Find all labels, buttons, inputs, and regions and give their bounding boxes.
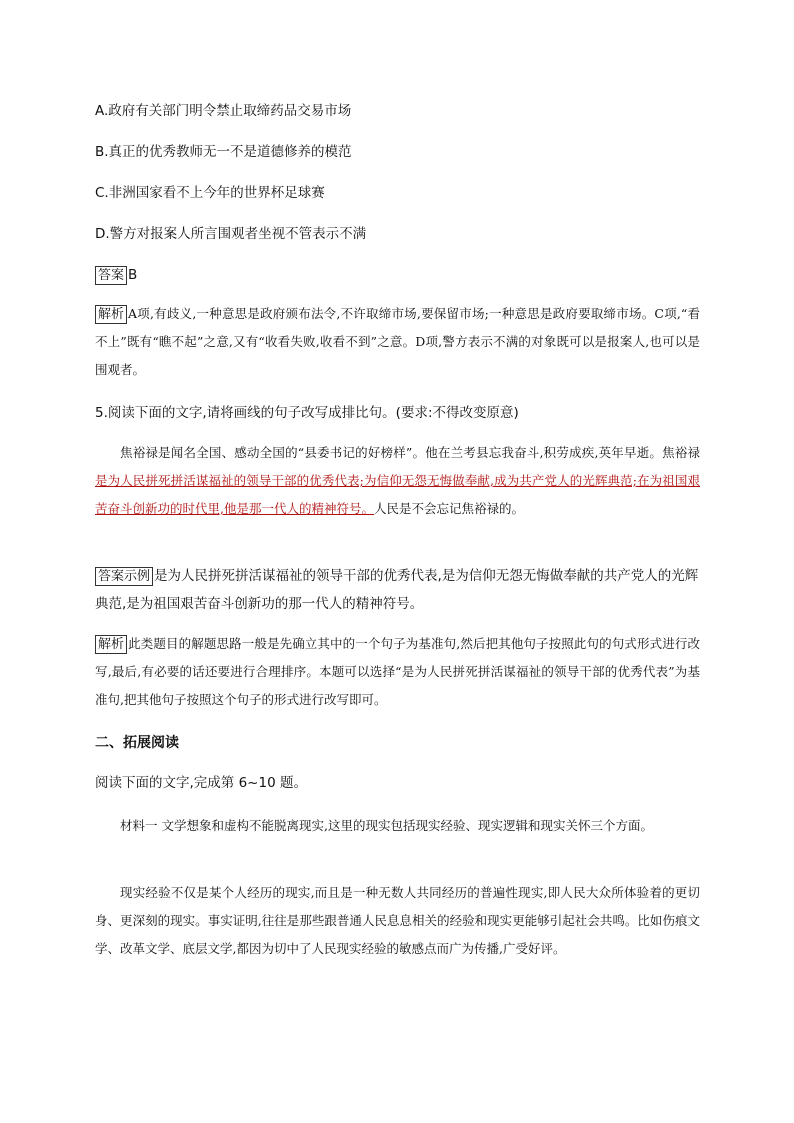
reality-experience-paragraph: 现实经验不仅是某个人经历的现实,而且是一种无数人共同经历的普遍性现实,即人民大众所体验着的更切身、更深刻的现实。事实证明,往往是那些跟普通人民息息相关的经验和现实更能够引起社会共鸣。比如伤痕文学、改革文学、底层文学,都因为切中了人民现实经验的敏感点而广为传播,广受好评。 xyxy=(95,885,700,956)
passage-pre: 焦裕禄是闻名全国、感动全国的“县委书记的好榜样”。他在兰考县忘我奋斗,积劳成疾,英年早逝。焦裕禄 xyxy=(120,445,700,460)
q5-answer-text: 是为人民拼死拼活谋福祉的领导干部的优秀代表,是为信仰无怨无悔做奉献的共产党人的光辉典范,是为祖国艰苦奋斗创新功的那一代人的精神符号。 xyxy=(95,568,699,612)
q4-analysis-text: A项,有歧义,一种意思是政府颁布法令,不许取缔市场,要保留市场;一种意思是政府要取缔市场。C项,“看不上”既有“瞧不起”之意,又有“收看失败,收看不到”之意。D项,警方表示不满的对象既可以是报案人,也可以是围观者。 xyxy=(95,306,700,377)
answer-label-box: 答案 xyxy=(95,266,127,285)
q4-analysis xyxy=(95,300,700,384)
passage-post: 人民是不会忘记焦裕禄的。 xyxy=(373,501,524,516)
q5-analysis-text: 此类题目的解题思路一般是先确立其中的一个句子为基准句,然后把其他句子按照此句的句式形式进行改写,最后,有必要的话还要进行合理排序。本题可以选择“是为人民拼死拼活谋福祉的领导干部的优秀代表”为基准句,把其他句子按照这个句子的形式进行改写即可。 xyxy=(95,636,700,707)
q5-analysis xyxy=(95,630,700,714)
option-b: B.真正的优秀教师无一不是道德修养的模范 xyxy=(95,144,352,160)
passage-underlined: 是为人民拼死拼活谋福祉的领导干部的优秀代表;为信仰无怨无悔做奉献,成为共产党人的光辉典范;在为祖国艰苦奋斗创新功的时代里,他是那一代人的精神符号。 xyxy=(95,473,700,516)
section-instruction: 阅读下面的文字,完成第 6~10 题。 xyxy=(95,775,307,791)
option-c: C.非洲国家看不上今年的世界杯足球赛 xyxy=(95,185,325,201)
q5-answer xyxy=(95,562,700,618)
answer-example-label-box: 答案示例 xyxy=(95,567,153,586)
option-a: A.政府有关部门明令禁止取缔药品交易市场 xyxy=(95,103,352,119)
q5-question: 5.阅读下面的文字,请将画线的句子改写成排比句。(要求:不得改变原意) xyxy=(95,405,519,421)
analysis-label-box: 解析 xyxy=(95,305,127,324)
material-one-paragraph: 材料一 文学想象和虚构不能脱离现实,这里的现实包括现实经验、现实逻辑和现实关怀三个方面。 xyxy=(120,818,653,833)
q5-passage xyxy=(95,439,700,523)
analysis-label-box-2: 解析 xyxy=(95,635,127,654)
q4-answer-value: B xyxy=(128,267,138,283)
section-title: 二、拓展阅读 xyxy=(95,735,179,751)
option-d: D.警方对报案人所言围观者坐视不管表示不满 xyxy=(95,226,367,242)
q4-answer xyxy=(95,265,700,285)
